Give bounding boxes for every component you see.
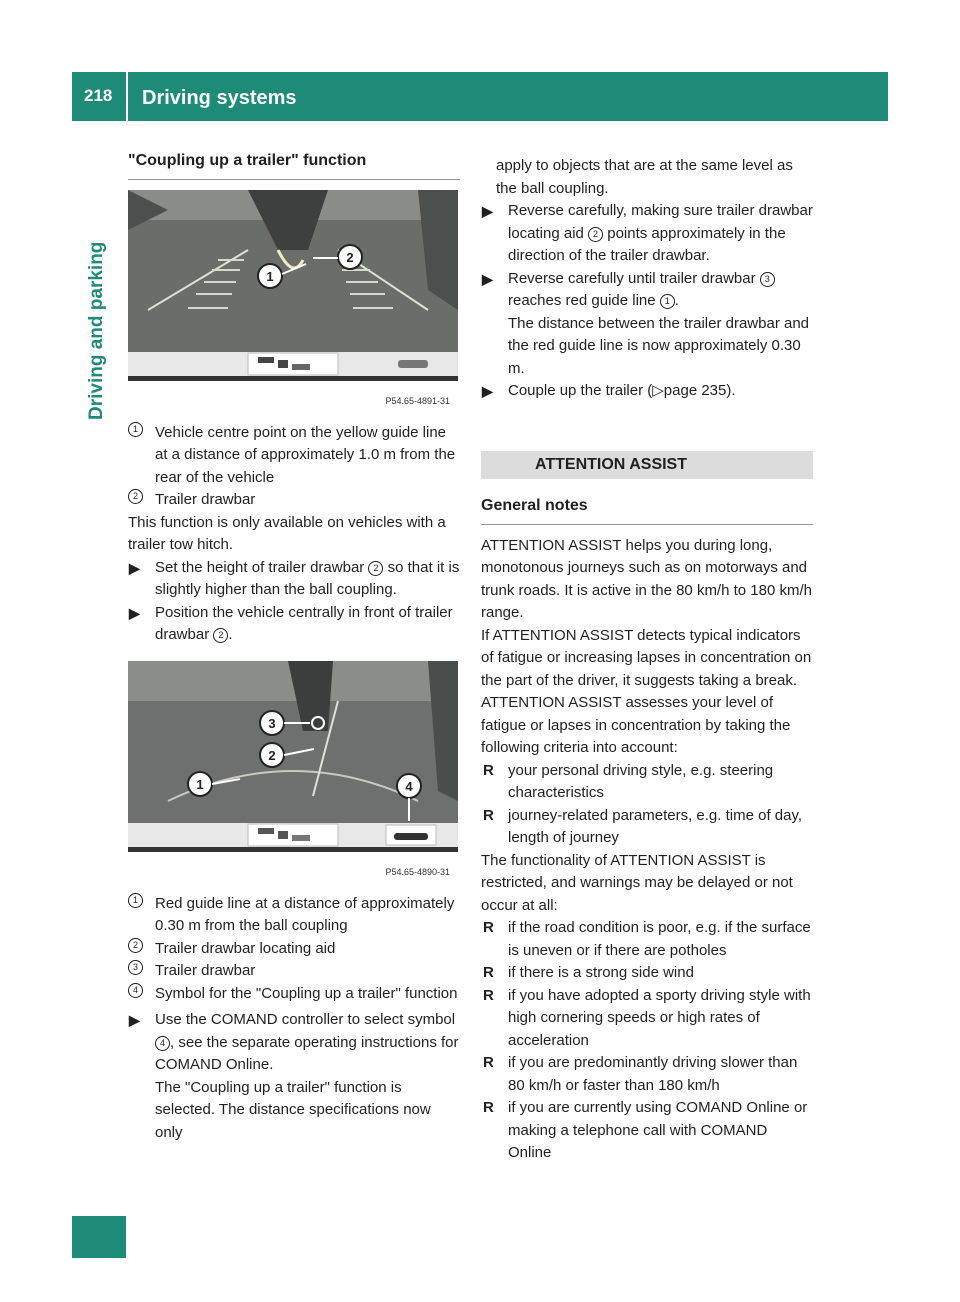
arrow-icon: ▶ (482, 203, 493, 219)
paragraph: The functionality of ATTENTION ASSIST is restricted, and warnings may be delayed or not occur at all: (481, 851, 793, 914)
step-item: ▶ Reverse carefully, making sure trailer drawbar locating aid 2 points approximately in the direction of the trailer drawbar. (482, 202, 813, 264)
bullet-item: R if you are currently using COMAND Online or making a telephone call with COMAND Online (483, 1099, 808, 1161)
paragraph: ATTENTION ASSIST assesses your level of fatigue or lapses in concentration by taking the following criteria into account: (481, 694, 791, 756)
section-title: ATTENTION ASSIST (481, 451, 813, 480)
callout-1: 1 (196, 776, 204, 792)
continued-text: apply to objects that are at the same level as the ball coupling. (496, 157, 793, 197)
arrow-icon: ▶ (482, 270, 493, 287)
arrow-icon: ▶ (129, 559, 140, 576)
subheading-rule (481, 524, 813, 525)
right-column (481, 155, 813, 1165)
bullet-item: R if you are predominantly driving slower than 80 km/h or faster than 180 km/h (483, 1054, 798, 1094)
page-title: Driving systems (142, 87, 297, 109)
page-ref-link[interactable]: page 235 (663, 382, 727, 399)
arrow-icon: ▶ (129, 1012, 140, 1028)
arrow-icon: ▶ (482, 383, 493, 399)
heading-rule (128, 179, 460, 180)
section-heading: "Coupling up a trailer" function (128, 152, 367, 169)
camera-image-1 (128, 190, 458, 412)
page-number: 218 (84, 86, 113, 105)
side-tab-marker (72, 1216, 126, 1258)
arrow-icon: ▶ (129, 604, 140, 621)
paragraph: ATTENTION ASSIST helps you during long, monotonous journeys such as on motorways and trunk roads. It is active in the 80 km/h to 180 km/h range. (481, 536, 812, 621)
legend-item: 2 Trailer drawbar (128, 489, 460, 512)
legend-item: 2 Trailer drawbar locating aid (128, 938, 460, 961)
header-divider (126, 72, 128, 121)
step-item: ▶ Couple up the trailer (▷page 235). (481, 380, 813, 403)
step-item: ▶ Set the height of trailer drawbar 2 so that it is slightly higher than the ball coupling. (129, 558, 460, 598)
bullet-item: R if you have adopted a sporty driving style with high cornering speeds or high rates of acceleration (483, 986, 811, 1049)
callout-marker: 1 (128, 422, 143, 437)
callout-1: 1 (266, 268, 274, 284)
callout-4: 4 (405, 778, 413, 794)
image-code-2: P54.65-4890-31 (385, 866, 450, 877)
step-item: ▶ Reverse carefully until trailer drawbar 3 reaches red guide line 1 . The distance between the trailer drawbar and the red guide line is now approximately 0.30 m. (482, 269, 810, 377)
callout-3: 3 (268, 715, 276, 731)
legend-item: 1 Red guide line at a distance of approximately 0.30 m from the ball coupling (128, 893, 460, 938)
legend-item: 3 Trailer drawbar (128, 960, 460, 983)
subheading: General notes (481, 497, 588, 514)
rear-camera-view-2 (128, 661, 458, 883)
side-tab-label: Driving and parking (86, 241, 107, 420)
page-header (72, 72, 888, 121)
step-item: ▶ Use the COMAND controller to select symbol 4 , see the separate operating instructions for COMAND Online. The "Coupling up a trailer" function is selected. The distance specifications now only (129, 1011, 459, 1141)
image-code-1: P54.65-4891-31 (385, 395, 450, 406)
step-item: ▶ Position the vehicle centrally in front of trailer drawbar 2 . (129, 603, 453, 643)
bullet-item: R journey-related parameters, e.g. time of day, length of journey (483, 806, 803, 846)
paragraph: This function is only available on vehicles with a trailer tow hitch. (128, 513, 446, 553)
callout-2: 2 (346, 249, 354, 265)
rear-camera-view-1 (128, 190, 458, 412)
legend-item: 1 Vehicle centre point on the yellow guide line at a distance of approximately 1.0 m from the rear of the vehicle (128, 422, 460, 490)
left-column (128, 150, 460, 1144)
bullet-item: R your personal driving style, e.g. steering characteristics (483, 761, 774, 801)
callout-2: 2 (268, 747, 276, 763)
bullet-item: R if there is a strong side wind (483, 964, 694, 981)
bullet-item: R if the road condition is poor, e.g. if the surface is uneven or if there are potholes (483, 919, 811, 959)
camera-image-2 (128, 661, 458, 883)
page-ref-icon: ▷ (652, 382, 664, 399)
legend-item: 4 Symbol for the "Coupling up a trailer" function (128, 983, 460, 1006)
callout-marker: 2 (128, 489, 143, 504)
paragraph: If ATTENTION ASSIST detects typical indicators of fatigue or increasing lapses in concentration on the part of the driver, it suggests taking a break. (481, 626, 812, 689)
